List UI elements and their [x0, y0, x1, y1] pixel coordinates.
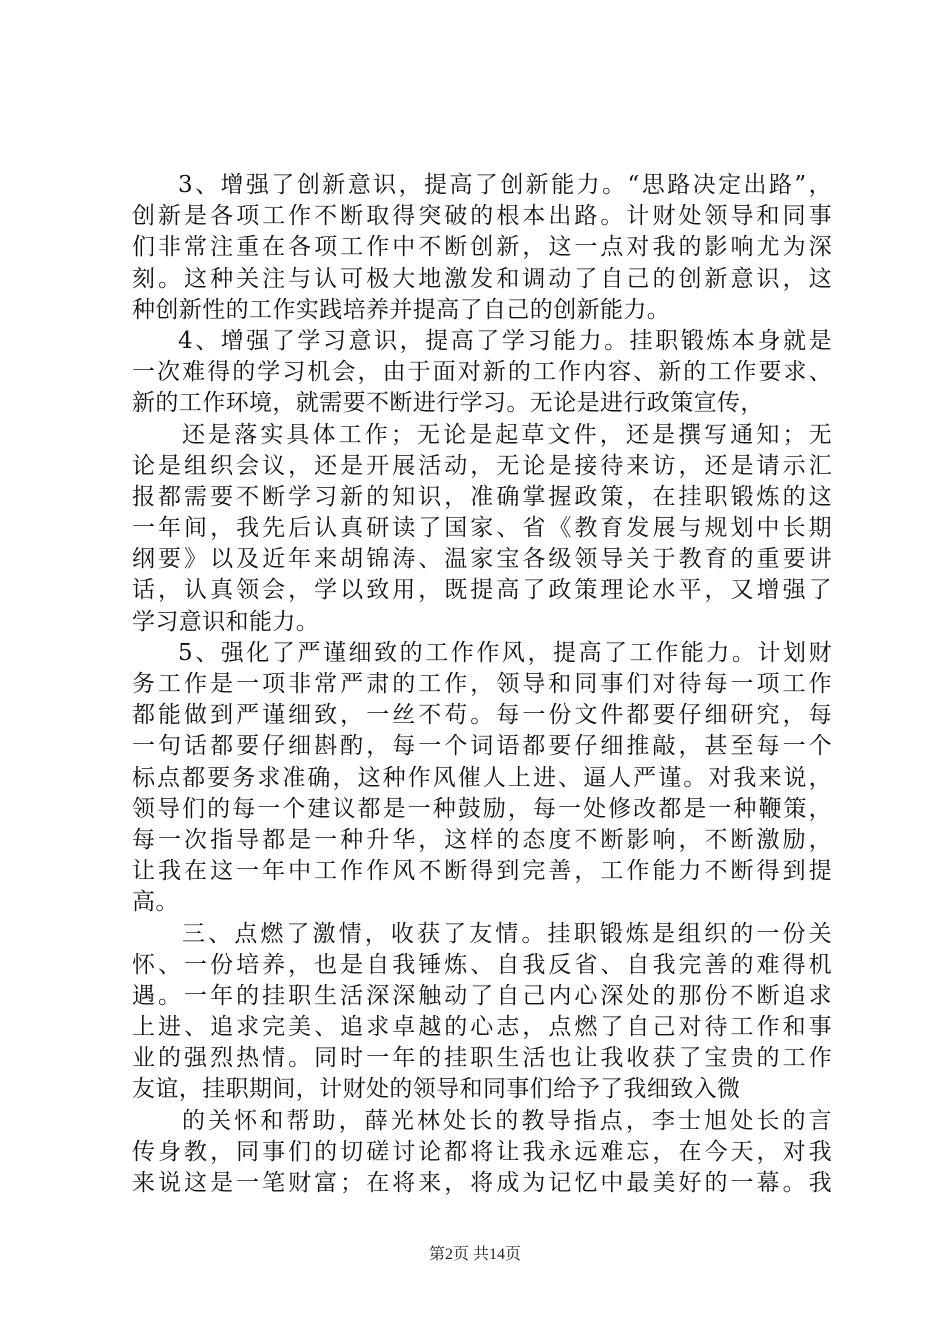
text-line: 三、点燃了激情，收获了友情。挂职锻炼是组织的一份关 [182, 920, 832, 947]
text-line: 创新是各项工作不断取得突破的根本出路。计财处领导和同事 [132, 203, 832, 230]
paragraph [132, 1106, 832, 1200]
text-line: 来说这是一笔财富；在将来，将成为记忆中最美好的一幕。我 [132, 1170, 832, 1196]
text-line: 学习意识和能力。 [132, 608, 320, 635]
text-line: 友谊，挂职期间，计财处的领导和同事们给予了我细致入微 [132, 1076, 741, 1103]
text-line: 5、强化了严谨细致的工作作风，提高了工作能力。计划财 [178, 639, 832, 666]
text-line: 还是落实具体工作；无论是起草文件，还是撰写通知；无 [182, 421, 832, 448]
text-line: 报都需要不断学习新的知识，准确掌握政策，在挂职锻炼的这 [132, 483, 832, 510]
text-line: 传身教，同事们的切磋讨论都将让我永远难忘，在今天，对我 [132, 1138, 832, 1165]
text-line: 上进、追求完美、追求卓越的心志，点燃了自己对待工作和事 [132, 1014, 832, 1041]
page-footer [0, 1245, 950, 1265]
paragraph [132, 170, 832, 326]
document-body [132, 170, 832, 1199]
text-line: 高。 [132, 889, 179, 916]
text-line: 领导们的每一个建议都是一种鼓励，每一处修改都是一种鞭策， [132, 795, 832, 822]
paragraph [132, 420, 832, 638]
text-line: 业的强烈热情。同时一年的挂职生活也让我收获了宝贵的工作 [132, 1045, 832, 1072]
text-line: 刻。这种关注与认可极大地激发和调动了自己的创新意识，这 [132, 265, 832, 292]
text-line: 都能做到严谨细致，一丝不苟。每一份文件都要仔细研究，每 [132, 702, 832, 729]
text-line: 们非常注重在各项工作中不断创新，这一点对我的影响尤为深 [132, 234, 832, 261]
paragraph [132, 919, 832, 1106]
text-line: 一句话都要仔细斟酌，每一个词语都要仔细推敲，甚至每一个 [132, 733, 832, 760]
text-line: 纲要》以及近年来胡锦涛、温家宝各级领导关于教育的重要讲 [132, 546, 832, 573]
text-line: 怀、一份培养，也是自我锤炼、自我反省、自我完善的难得机 [132, 951, 832, 978]
paragraph [132, 326, 832, 420]
text-line: 的关怀和帮助，薛光林处长的教导指点，李士旭处长的言 [182, 1107, 832, 1134]
paragraph [132, 638, 832, 919]
text-line: 3、增强了创新意识，提高了创新能力。“思路决定出路”， [178, 172, 832, 198]
text-line: 务工作是一项非常严肃的工作，领导和同事们对待每一项工作 [132, 671, 832, 697]
text-line: 标点都要务求准确，这种作风催人上进、逼人严谨。对我来说， [132, 764, 832, 791]
text-line: 每一次指导都是一种升华，这样的态度不断影响，不断激励， [132, 826, 832, 853]
text-line: 让我在这一年中工作作风不断得到完善，工作能力不断得到提 [132, 858, 832, 885]
text-line: 种创新性的工作实践培养并提高了自己的创新能力。 [132, 296, 671, 323]
text-line: 一年间，我先后认真研读了国家、省《教育发展与规划中长期 [132, 515, 832, 542]
text-line: 一次难得的学习机会，由于面对新的工作内容、新的工作要求、 [132, 359, 832, 386]
page-number: 第2页 共14页 [428, 1246, 521, 1263]
text-line: 论是组织会议，还是开展活动，无论是接待来访，还是请示汇 [132, 452, 832, 479]
text-line: 遇。一年的挂职生活深深触动了自己内心深处的那份不断追求 [132, 982, 832, 1009]
text-line: 新的工作环境，就需要不断进行学习。无论是进行政策宣传， [132, 390, 764, 417]
text-line: 4、增强了学习意识，提高了学习能力。挂职锻炼本身就是 [178, 327, 832, 354]
text-line: 话，认真领会，学以致用，既提高了政策理论水平，又增强了 [132, 577, 832, 604]
